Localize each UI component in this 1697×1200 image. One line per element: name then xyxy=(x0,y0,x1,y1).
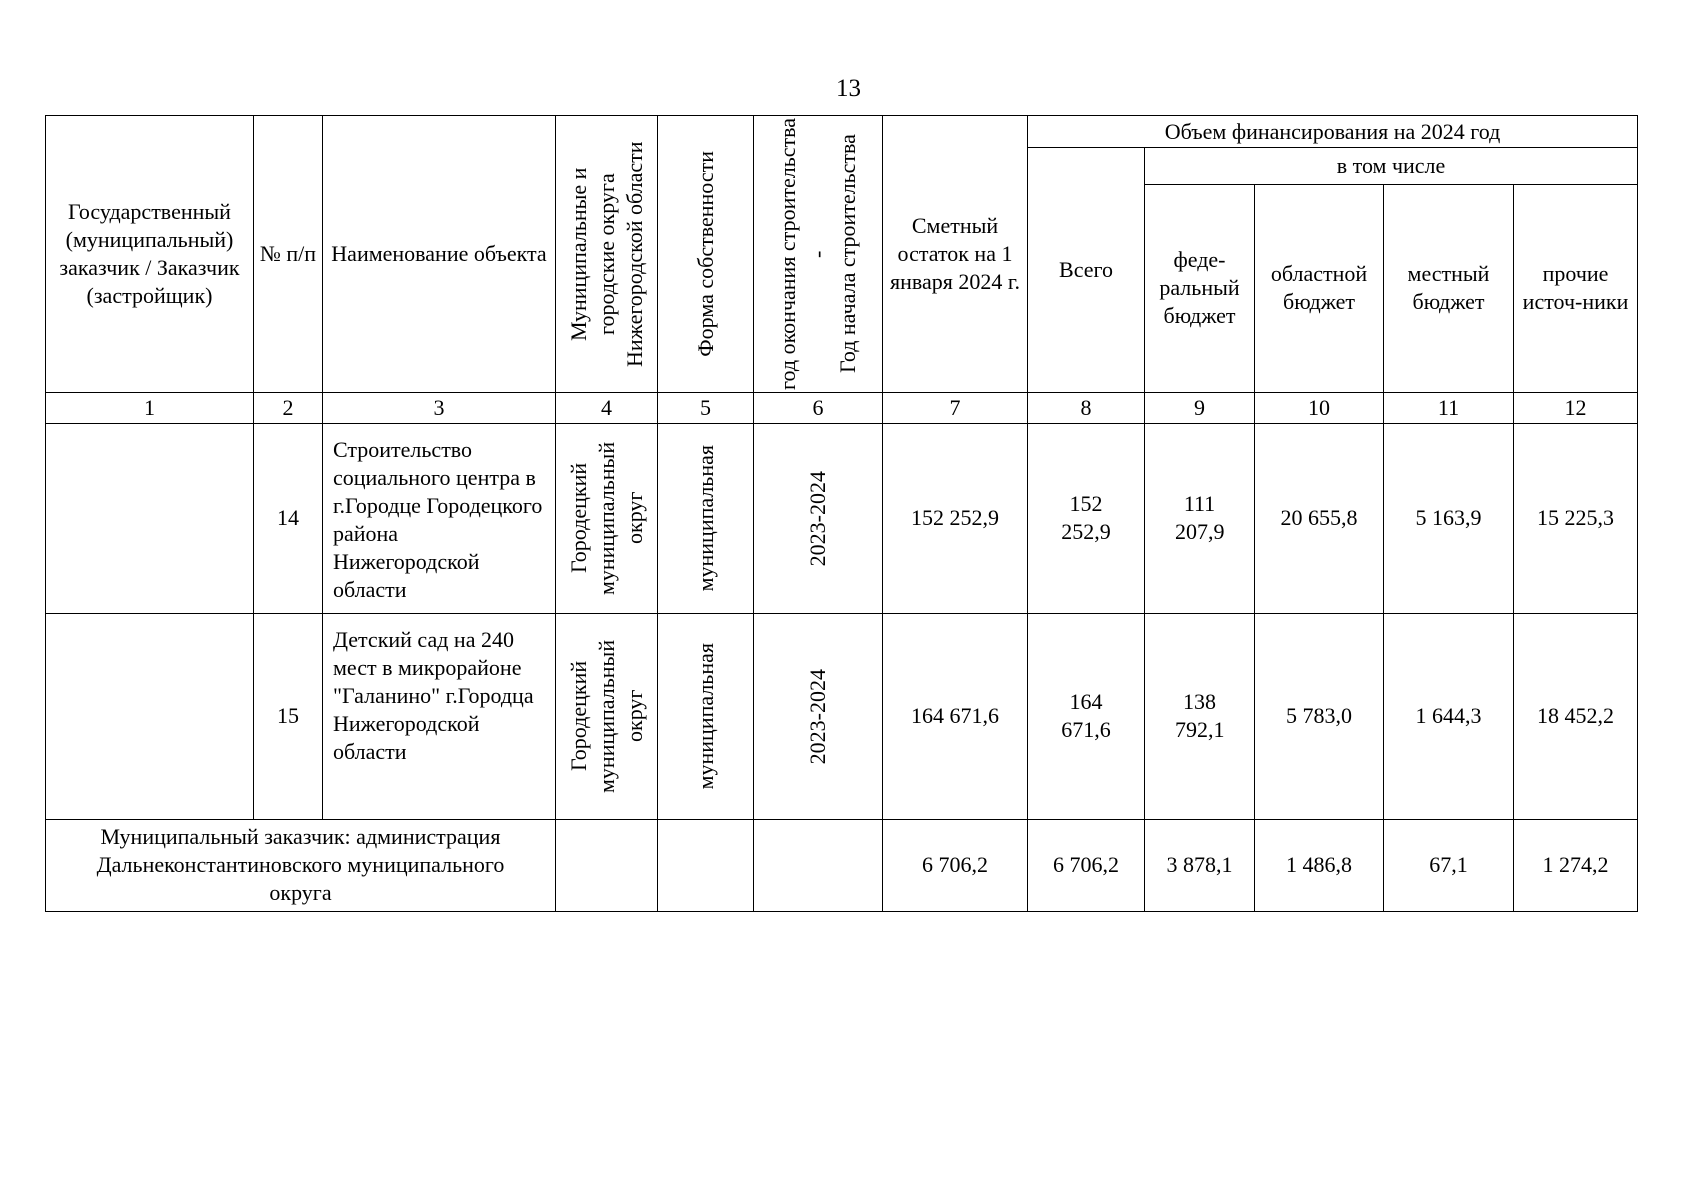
row-customer xyxy=(46,613,254,819)
header-including: в том числе xyxy=(1145,148,1638,185)
row-district xyxy=(556,613,658,819)
row-ownership-text: муниципальная xyxy=(692,643,718,790)
row-other: 15 225,3 xyxy=(1514,423,1638,613)
col-number: 5 xyxy=(658,392,754,423)
row-years-text: 2023-2024 xyxy=(805,470,830,567)
column-numbers-row xyxy=(46,392,1638,423)
subtotal-total: 6 706,2 xyxy=(1028,819,1145,911)
header-num: № п/п xyxy=(254,116,323,393)
header-years-stack xyxy=(774,118,862,390)
subtotal-regional: 1 486,8 xyxy=(1255,819,1384,911)
row-federal: 111 207,9 xyxy=(1145,423,1255,613)
row-ownership-text: муниципальная xyxy=(692,445,718,592)
header-estimate: Сметный остаток на 1 января 2024 г. xyxy=(883,116,1028,393)
table-row xyxy=(46,423,1638,613)
row-total: 164 671,6 xyxy=(1028,613,1145,819)
row-total: 152 252,9 xyxy=(1028,423,1145,613)
subtotal-empty-cell xyxy=(658,819,754,911)
row-years-text: 2023-2024 xyxy=(805,668,830,765)
row-customer xyxy=(46,423,254,613)
header-object-name: Наименование объекта xyxy=(323,116,556,393)
row-years xyxy=(754,613,883,819)
row-local: 5 163,9 xyxy=(1384,423,1514,613)
col-number: 4 xyxy=(556,392,658,423)
row-ownership xyxy=(658,613,754,819)
header-district-text: Муниципальные и городские округа Нижегородской области xyxy=(565,141,647,367)
header-years-line3: год окончания строительства xyxy=(775,118,800,390)
row-ownership xyxy=(658,423,754,613)
col-number: 8 xyxy=(1028,392,1145,423)
header-total: Всего xyxy=(1028,148,1145,393)
page-number: 13 xyxy=(836,75,861,102)
header-row-1 xyxy=(46,116,1638,148)
header-years xyxy=(754,116,883,393)
row-federal: 138 792,1 xyxy=(1145,613,1255,819)
row-object-name: Детский сад на 240 мест в микрорайоне "Галанино" г.Городца Нижегородской области xyxy=(323,613,556,819)
row-district-text: Городецкий муниципальный округ xyxy=(565,441,647,595)
row-regional: 20 655,8 xyxy=(1255,423,1384,613)
subtotal-empty-cell xyxy=(754,819,883,911)
header-ownership xyxy=(658,116,754,393)
row-other: 18 452,2 xyxy=(1514,613,1638,819)
subtotal-federal: 3 878,1 xyxy=(1145,819,1255,911)
header-regional: областной бюджет xyxy=(1255,184,1384,392)
header-federal: феде-ральный бюджет xyxy=(1145,184,1255,392)
row-num: 15 xyxy=(254,613,323,819)
header-ownership-text: Форма собственности xyxy=(692,151,718,357)
row-object-name: Строительство социального центра в г.Городце Городецкого района Нижегородской области xyxy=(323,423,556,613)
row-district xyxy=(556,423,658,613)
header-funding: Объем финансирования на 2024 год xyxy=(1028,116,1638,148)
col-number: 12 xyxy=(1514,392,1638,423)
table-row xyxy=(46,613,1638,819)
subtotal-estimate: 6 706,2 xyxy=(883,819,1028,911)
row-estimate: 152 252,9 xyxy=(883,423,1028,613)
row-num: 14 xyxy=(254,423,323,613)
subtotal-row xyxy=(46,819,1638,911)
row-estimate: 164 671,6 xyxy=(883,613,1028,819)
header-local: местный бюджет xyxy=(1384,184,1514,392)
header-other: прочие источ-ники xyxy=(1514,184,1638,392)
financing-table xyxy=(45,115,1638,912)
subtotal-empty-cell xyxy=(556,819,658,911)
header-customer: Государственный (муниципальный) заказчик / Заказчик (застройщик) xyxy=(46,116,254,393)
header-years-line1: Год начала строительства xyxy=(835,134,860,374)
col-number: 3 xyxy=(323,392,556,423)
row-regional: 5 783,0 xyxy=(1255,613,1384,819)
col-number: 1 xyxy=(46,392,254,423)
subtotal-label: Муниципальный заказчик: администрация Дальнеконстантиновского муниципального округа xyxy=(46,819,556,911)
header-years-line2: - xyxy=(805,250,830,258)
col-number: 6 xyxy=(754,392,883,423)
row-local: 1 644,3 xyxy=(1384,613,1514,819)
subtotal-local: 67,1 xyxy=(1384,819,1514,911)
col-number: 2 xyxy=(254,392,323,423)
col-number: 10 xyxy=(1255,392,1384,423)
subtotal-other: 1 274,2 xyxy=(1514,819,1638,911)
col-number: 9 xyxy=(1145,392,1255,423)
row-district-text: Городецкий муниципальный округ xyxy=(565,639,647,793)
col-number: 11 xyxy=(1384,392,1514,423)
row-years xyxy=(754,423,883,613)
col-number: 7 xyxy=(883,392,1028,423)
header-district xyxy=(556,116,658,393)
